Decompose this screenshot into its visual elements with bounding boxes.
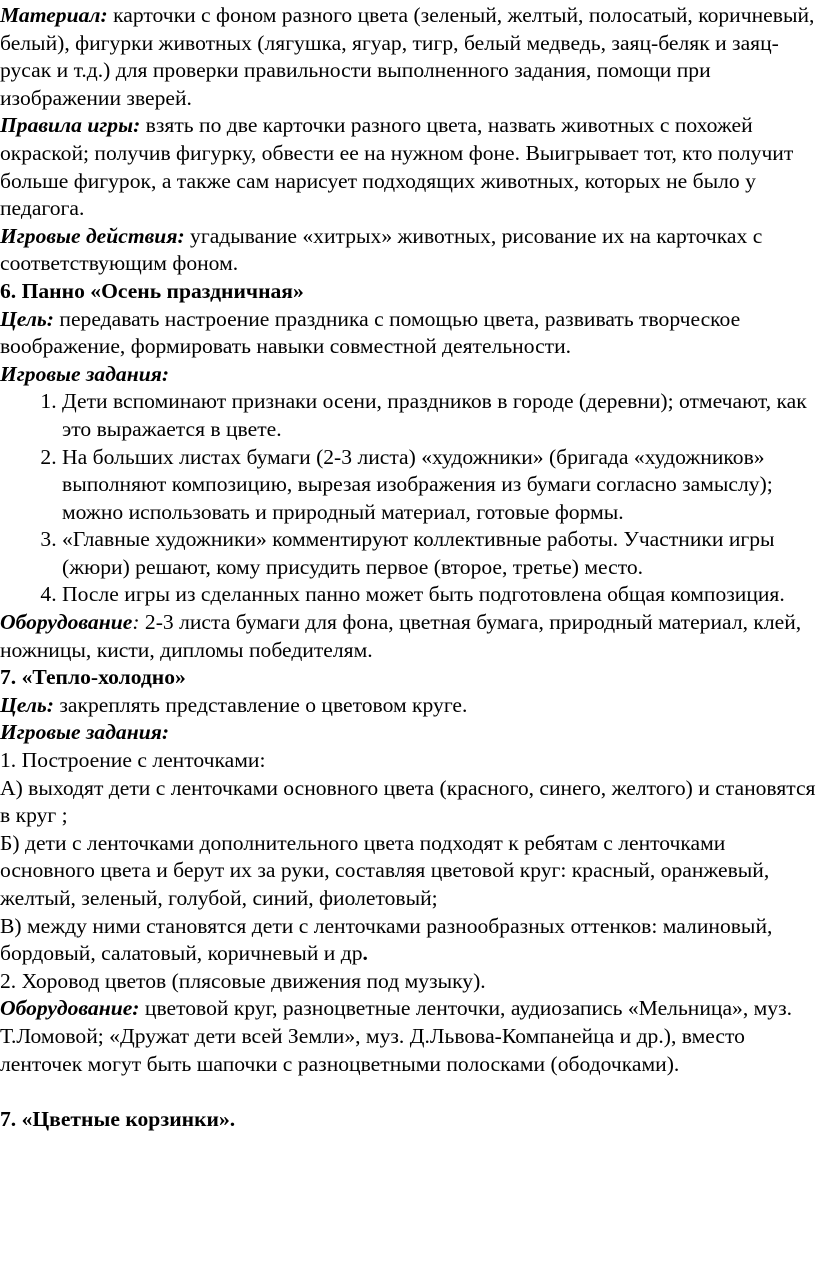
task-item: 4. После игры из сделанных панно может быть подготовлена общая композиция. bbox=[62, 581, 816, 609]
game6-equipment-paragraph bbox=[0, 609, 816, 664]
game7-line bbox=[0, 913, 816, 968]
task-item: 2. На больших листах бумаги (2-3 листа) «художники» (бригада «художников» выполняют композицию, вырезая изображения из бумаги согласно замыслу); можно использовать и природный материал, готовые формы. bbox=[62, 444, 816, 527]
game7-line: 2. Хоровод цветов (плясовые движения под музыку). bbox=[0, 968, 486, 993]
game6-goal-text: передавать настроение праздника с помощью цвета, развивать творческое воображение, формировать навыки совместной деятельности. bbox=[0, 306, 741, 359]
game7-goal-paragraph bbox=[0, 692, 816, 720]
game7-goal-label: Цель: bbox=[0, 692, 54, 717]
material-text: карточки с фоном разного цвета (зеленый, желтый, полосатый, коричневый, белый), фигурки животных (лягушка, ягуар, тигр, белый медведь, заяц-беляк и заяц-русак и т.д.) для проверки правильности выполненного задания, помощи при изображении зверей. bbox=[0, 3, 815, 110]
task-item: 1. Дети вспоминают признаки осени, праздников в городе (деревни); отмечают, как это выражается в цвете. bbox=[62, 388, 816, 443]
game7-tasks-label: Игровые задания: bbox=[0, 720, 170, 745]
game7-equipment-label: Оборудование: bbox=[0, 996, 140, 1021]
game6-tasks-label: Игровые задания: bbox=[0, 361, 170, 386]
material-paragraph bbox=[0, 2, 816, 112]
blank-line bbox=[0, 1078, 816, 1106]
game7-line: 1. Построение с ленточками: bbox=[0, 748, 266, 773]
game7-heading: 7. «Тепло-холодно» bbox=[0, 665, 186, 690]
game6-goal-paragraph bbox=[0, 306, 816, 361]
material-label: Материал: bbox=[0, 3, 108, 27]
game7-equipment-text: цветовой круг, разноцветные ленточки, аудиозапись «Мельница», муз. Т.Ломовой; «Дружат дети всей Земли», муз. Д.Львова-Компанейца и др.), вместо ленточек могут быть шапочки с разноцветными полосками (ободочками). bbox=[0, 996, 793, 1076]
game7-goal-text: закреплять представление о цветовом круге. bbox=[53, 692, 468, 717]
task-item: 3. «Главные художники» комментируют коллективные работы. Участники игры (жюри) решают, кому присудить первое (второе, третье) место. bbox=[62, 526, 816, 581]
game7-line-text: В) между ними становятся дети с ленточками разнообразных оттенков: малиновый, бордовый, салатовый, коричневый и др bbox=[0, 913, 773, 966]
actions-label: Игровые действия: bbox=[0, 223, 185, 248]
game6-heading: 6. Панно «Осень праздничная» bbox=[0, 278, 304, 303]
game6-equipment-text: 2-3 листа бумаги для фона, цветная бумага, природный материал, клей, ножницы, кисти, дипломы победителям. bbox=[0, 610, 802, 662]
game7-equipment-paragraph bbox=[0, 995, 816, 1078]
rules-label: Правила игры: bbox=[0, 113, 141, 138]
game7-line-end: . bbox=[362, 941, 368, 966]
game7-line: Б) дети с ленточками дополнительного цвета подходят к ребятам с ленточками основного цвета и берут их за руки, составляя цветовой круг: красный, оранжевый, желтый, зеленый, голубой, синий, фиолетовый; bbox=[0, 830, 770, 910]
rules-paragraph bbox=[0, 112, 816, 222]
game6-task-list bbox=[0, 388, 816, 609]
game6-equipment-label: Оборудование bbox=[0, 610, 133, 635]
game6-goal-label: Цель: bbox=[0, 306, 54, 331]
actions-text: угадывание «хитрых» животных, рисование их на карточках с соответствующим фоном. bbox=[0, 223, 763, 276]
rules-text: взять по две карточки разного цвета, назвать животных с похожей окраской; получив фигурку, обвести ее на нужном фоне. Выигрывает тот, кто получит больше фигурок, а также сам нарисует подходящих животных, которых не было у педагога. bbox=[0, 113, 794, 221]
actions-paragraph bbox=[0, 223, 816, 278]
game6-equipment-colon: : bbox=[132, 610, 140, 635]
game7-line: А) выходят дети с ленточками основного цвета (красного, синего, желтого) и становятся в круг ; bbox=[0, 775, 816, 828]
game8-heading: 7. «Цветные корзинки». bbox=[0, 1106, 236, 1131]
